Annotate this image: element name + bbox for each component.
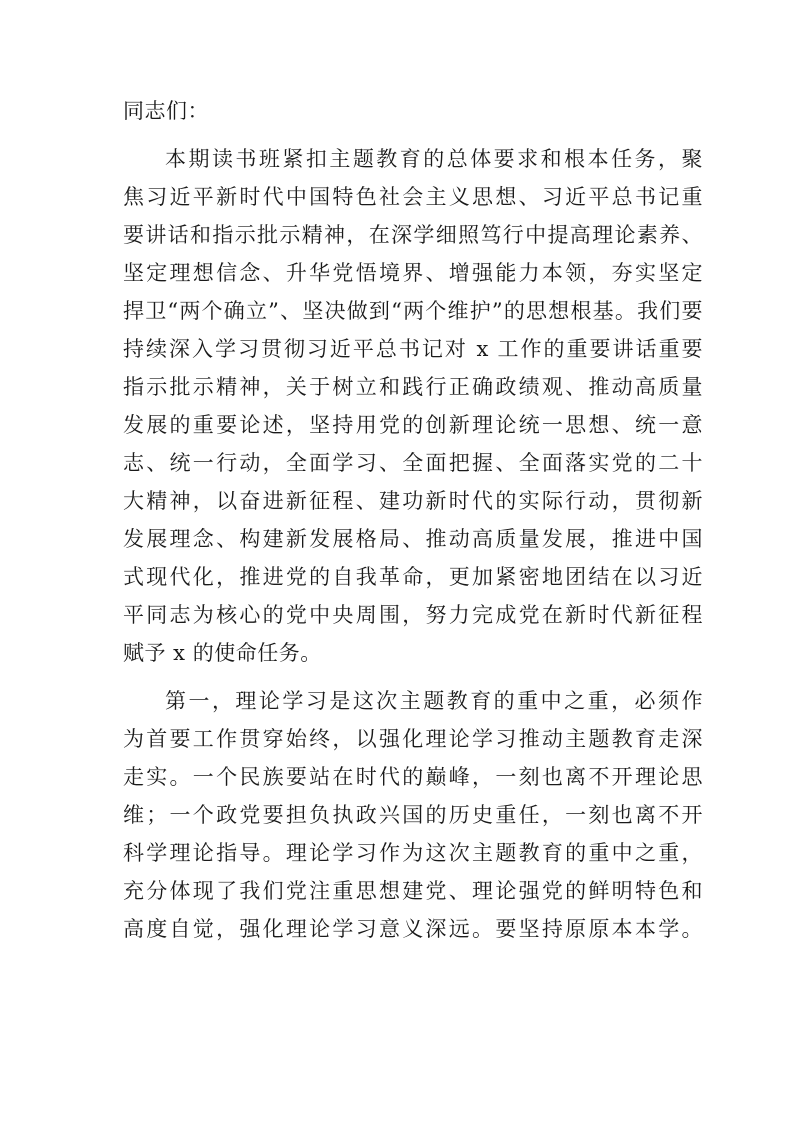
paragraph-line: 科学理论指导。理论学习作为这次主题教育的重中之重， [123, 841, 703, 865]
paragraph-line: 赋予 x 的使命任务。 [123, 641, 322, 665]
paragraph-line: 焦习近平新时代中国特色社会主义思想、习近平总书记重 [123, 185, 703, 209]
paragraph-line: 本期读书班紧扣主题教育的总体要求和根本任务，聚 [165, 147, 703, 171]
paragraph-1 [123, 140, 703, 672]
paragraph-line: 平同志为核心的党中央周围，努力完成党在新时代新征程 [123, 603, 703, 627]
paragraph-line: 维；一个政党要担负执政兴国的历史重任，一刻也离不开 [123, 803, 703, 827]
paragraph-line: 第一，理论学习是这次主题教育的重中之重，必须作 [165, 689, 703, 713]
paragraph-line: 发展理念、构建新发展格局、推动高质量发展，推进中国 [123, 527, 703, 551]
paragraph-line: 指示批示精神，关于树立和践行正确政绩观、推动高质量 [123, 375, 703, 399]
paragraph-line: 走实。一个民族要站在时代的巅峰，一刻也离不开理论思 [123, 765, 703, 789]
salutation: 同志们： [123, 99, 209, 123]
paragraph-line: 持续深入学习贯彻习近平总书记对 x 工作的重要讲话重要 [123, 337, 703, 361]
paragraph-line: 志、统一行动，全面学习、全面把握、全面落实党的二十 [123, 451, 703, 475]
paragraph-line: 为首要工作贯穿始终，以强化理论学习推动主题教育走深 [123, 727, 703, 751]
paragraph-2 [123, 682, 703, 948]
paragraph-line: 坚定理想信念、升华党悟境界、增强能力本领，夯实坚定 [123, 261, 703, 285]
paragraph-line: 捍卫“两个确立”、坚决做到“两个维护”的思想根基。我们要 [123, 299, 703, 323]
paragraph-line: 充分体现了我们党注重思想建党、理论强党的鲜明特色和 [123, 879, 703, 903]
paragraph-line: 高度自觉，强化理论学习意义深远。要坚持原原本本学。 [123, 917, 703, 941]
paragraph-line: 大精神，以奋进新征程、建功新时代的实际行动，贯彻新 [123, 489, 703, 513]
paragraph-line: 要讲话和指示批示精神，在深学细照笃行中提高理论素养、 [123, 223, 703, 247]
paragraph-line: 发展的重要论述，坚持用党的创新理论统一思想、统一意 [123, 413, 703, 437]
paragraph-line: 式现代化，推进党的自我革命，更加紧密地团结在以习近 [123, 565, 703, 589]
